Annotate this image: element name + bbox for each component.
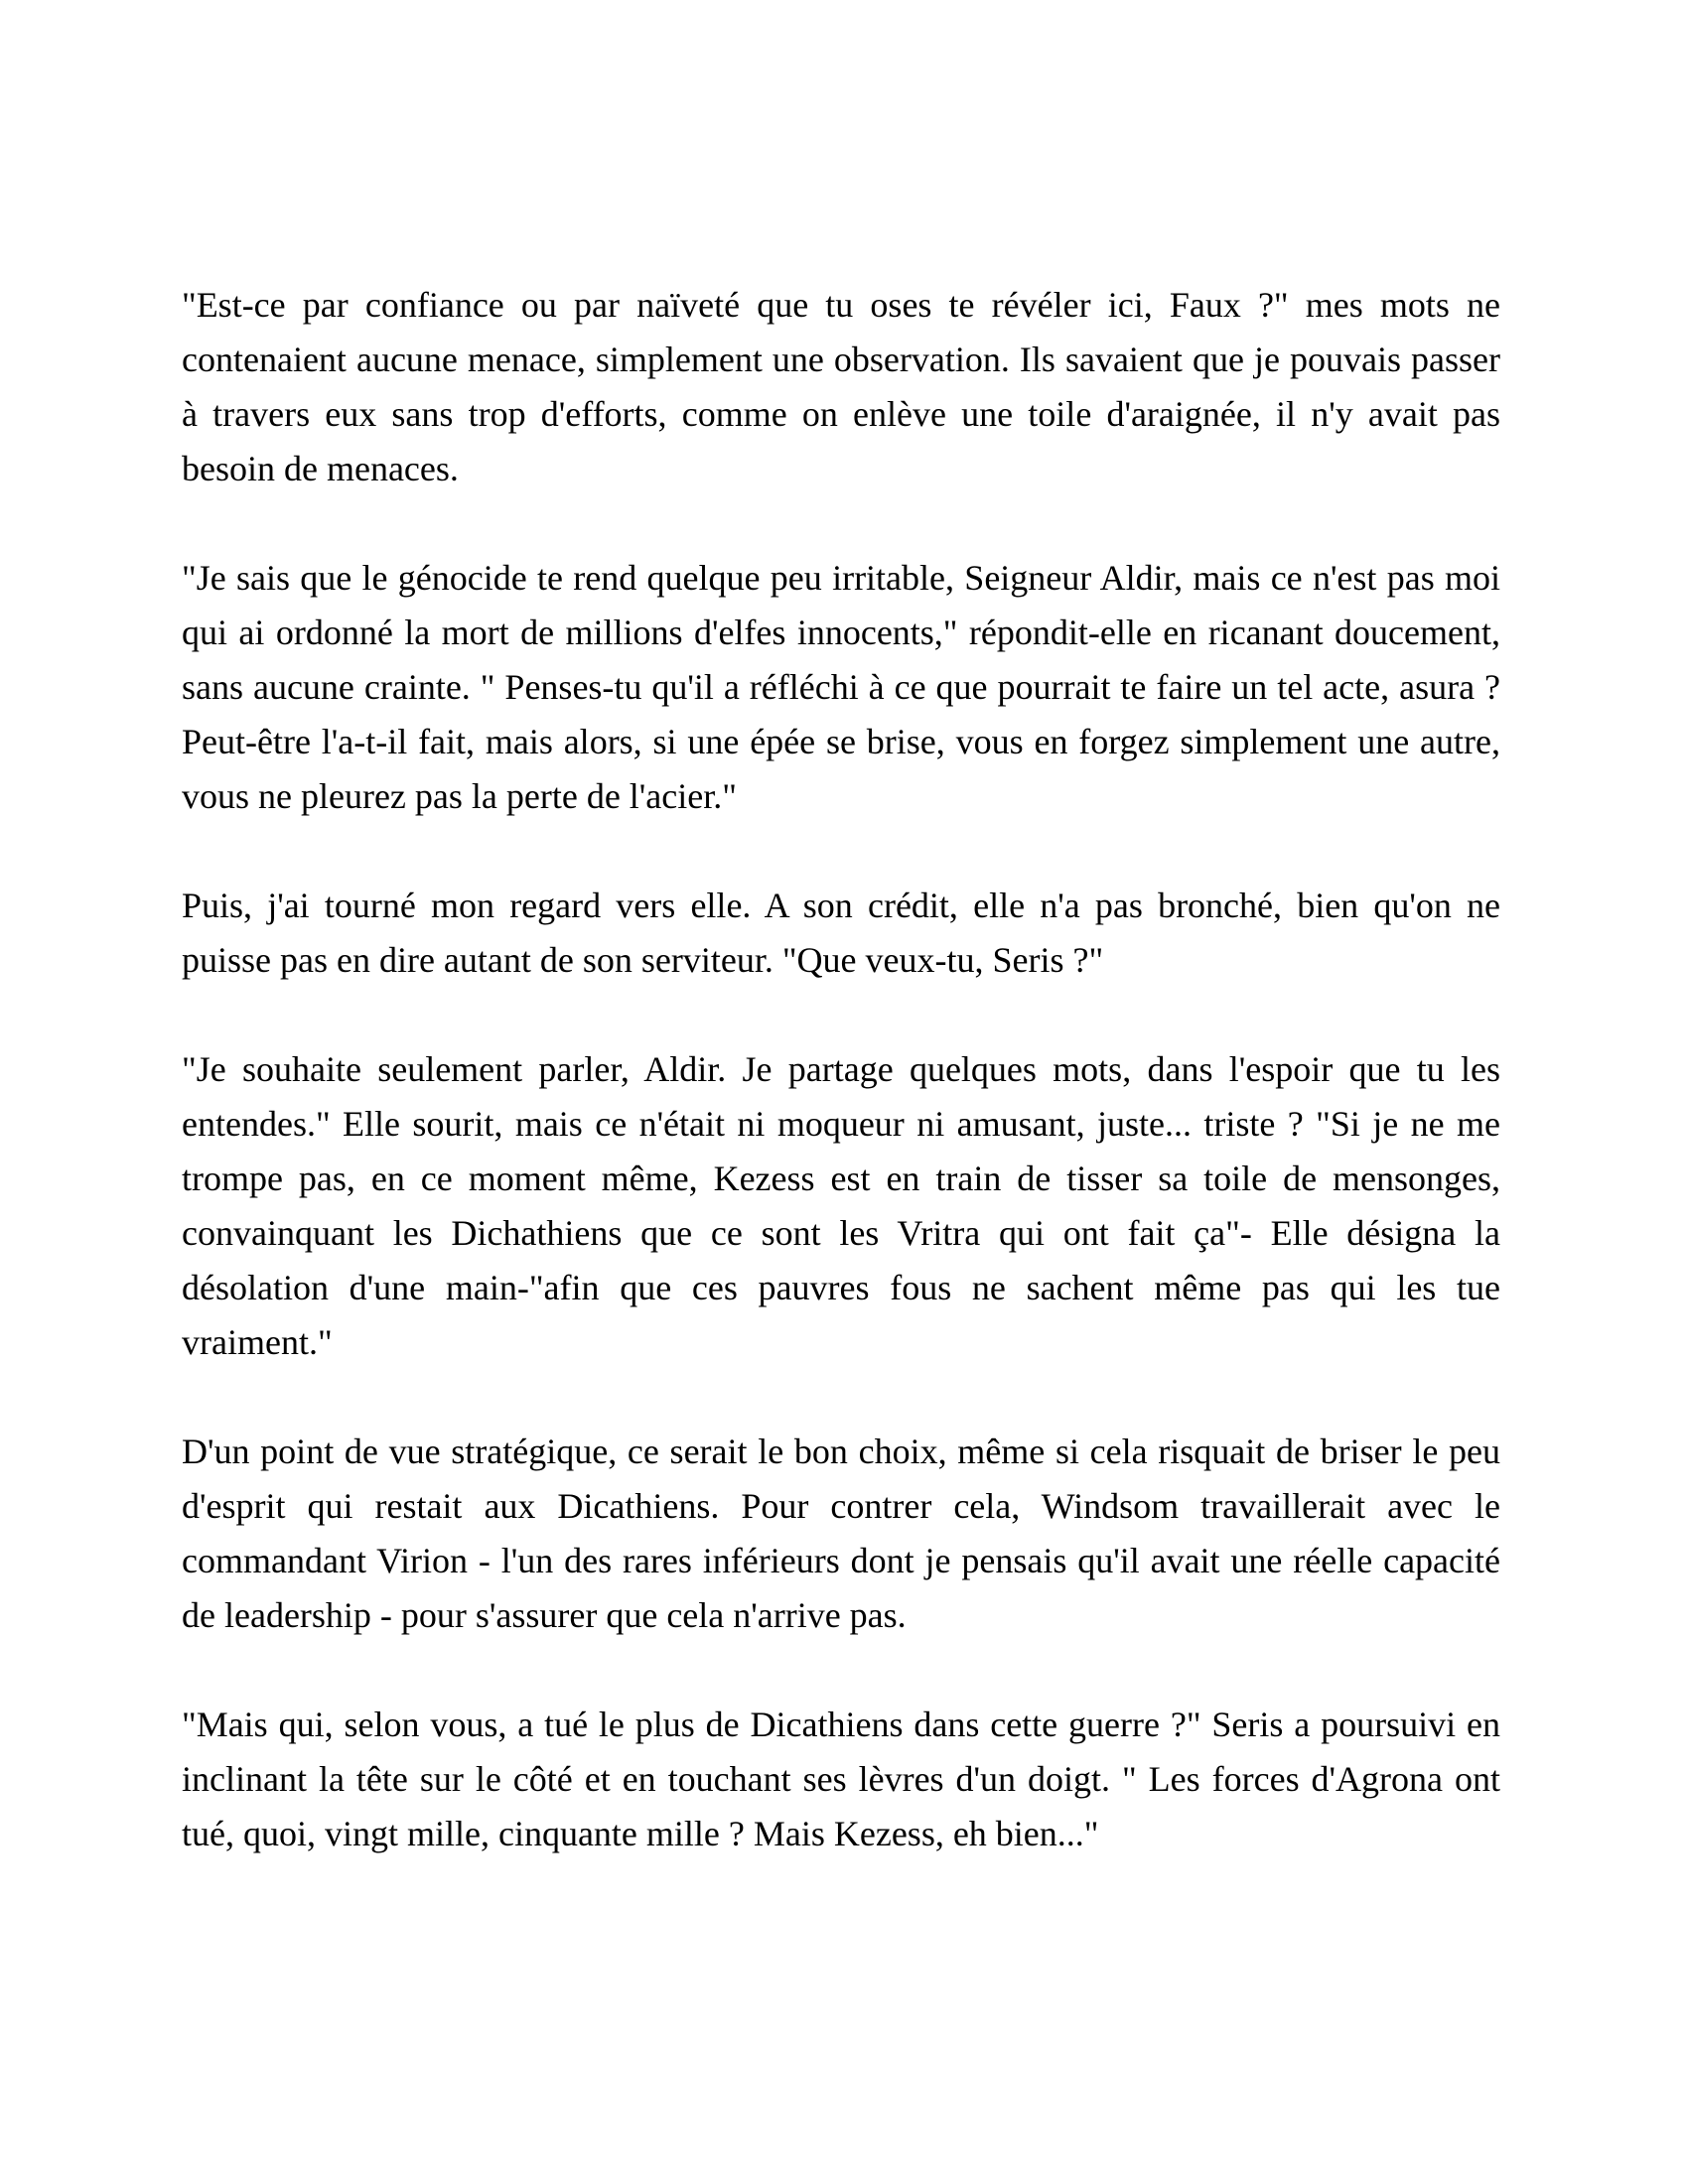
paragraph-3: Puis, j'ai tourné mon regard vers elle. A son crédit, elle n'a pas bronché, bien qu'on ne puisse pas en dire autant de son serviteur. "Que veux-tu, Seris ?": [182, 886, 1500, 980]
paragraph-2: "Je sais que le génocide te rend quelque peu irritable, Seigneur Aldir, mais ce n'est pas moi qui ai ordonné la mort de millions d'elfes innocents," répondit-elle en ricanant doucement, sans aucune crainte. " Penses-tu qu'il a réfléchi à ce que pourrait te faire un tel acte, asura ? Peut-être l'a-t-il fait, mais alors, si une épée se brise, vous en forgez simplement une autre, vous ne pleurez pas la perte de l'acier.": [182, 558, 1500, 816]
paragraph-6: "Mais qui, selon vous, a tué le plus de Dicathiens dans cette guerre ?" Seris a poursuivi en inclinant la tête sur le côté et en touchant ses lèvres d'un doigt. " Les forces d'Agrona ont tué, quoi, vingt mille, cinquante mille ? Mais Kezess, eh bien...": [182, 1705, 1500, 1853]
paragraph-5: D'un point de vue stratégique, ce serait le bon choix, même si cela risquait de briser le peu d'esprit qui restait aux Dicathiens. Pour contrer cela, Windsom travaillerait avec le commandant Virion - l'un des rares inférieurs dont je pensais qu'il avait une réelle capacité de leadership - pour s'assurer que cela n'arrive pas.: [182, 1432, 1500, 1635]
paragraph-4: "Je souhaite seulement parler, Aldir. Je partage quelques mots, dans l'espoir que tu les entendes." Elle sourit, mais ce n'était ni moqueur ni amusant, juste... triste ? "Si je ne me trompe pas, en ce moment même, Kezess est en train de tisser sa toile de mensonges, convainquant les Dichathiens que ce sont les Vritra qui ont fait ça"- Elle désigna la désolation d'une main-"afin que ces pauvres fous ne sachent même pas qui les tue vraiment.": [182, 1049, 1500, 1362]
document-page: [182, 278, 1500, 1916]
paragraph-1: "Est-ce par confiance ou par naïveté que tu oses te révéler ici, Faux ?" mes mots ne contenaient aucune menace, simplement une observation. Ils savaient que je pouvais passer à travers eux sans trop d'efforts, comme on enlève une toile d'araignée, il n'y avait pas besoin de menaces.: [182, 285, 1500, 488]
